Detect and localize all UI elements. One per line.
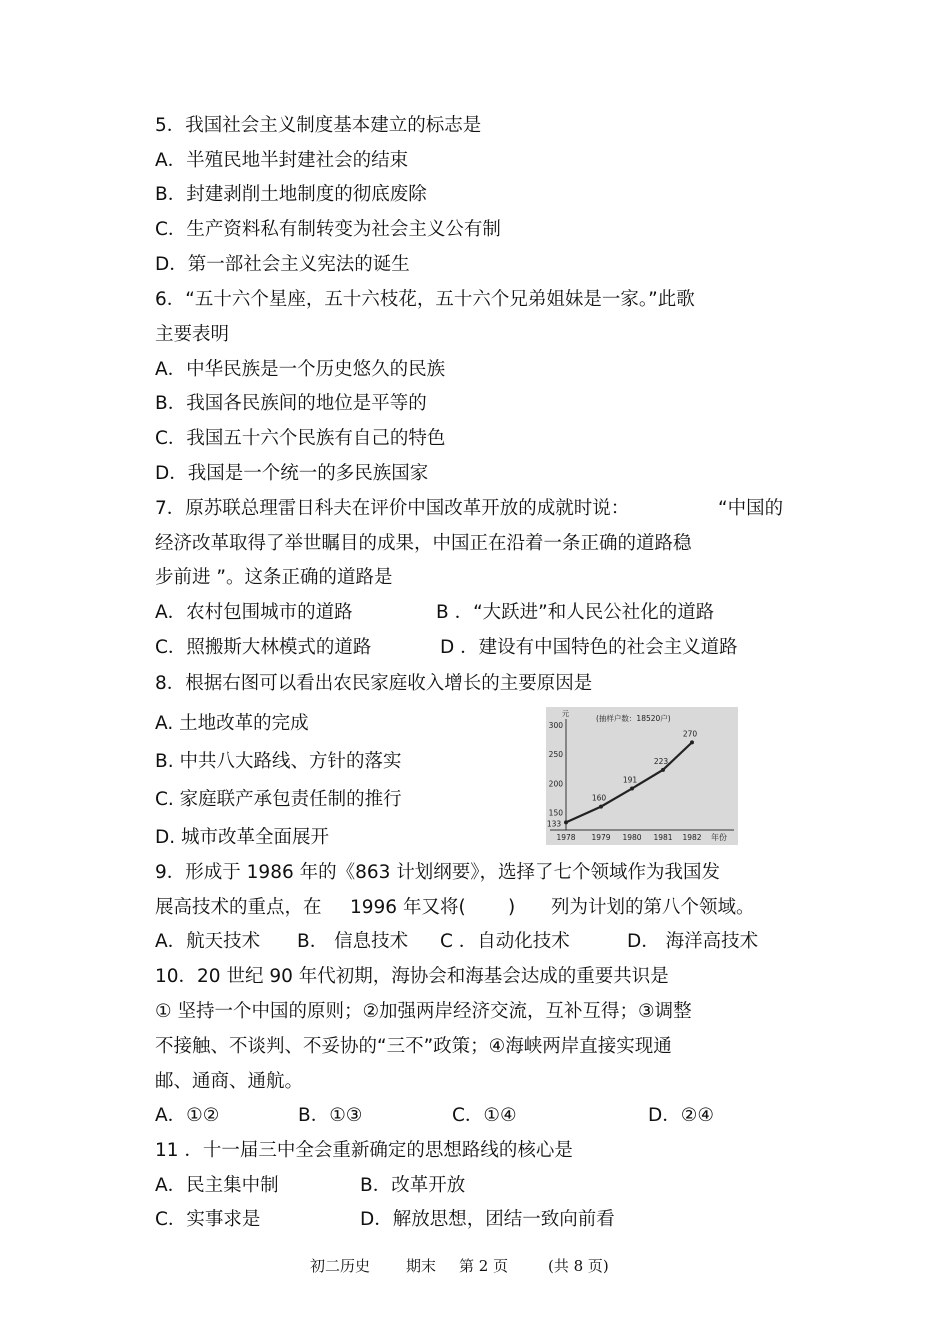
q9-option-b: B． 信息技术 (297, 931, 409, 952)
q5-option-b: B．封建剥削土地制度的彻底废除 (155, 184, 427, 205)
q8-option-c: C. 家庭联产承包责任制的推行 (155, 789, 402, 810)
q9-stem-line2-part4: 列为计划的第八个领域。 (551, 897, 755, 918)
q10-statement-line1: ① 坚持一个中国的原则；②加强两岸经济交流，互补互得；③调整 (155, 1001, 692, 1022)
q5-stem: 5．我国社会主义制度基本建立的标志是 (155, 115, 482, 136)
chart-data-label: 133 (546, 819, 562, 829)
chart-data-point (564, 820, 568, 824)
q7-option-b: B ．“大跃进”和人民公社化的道路 (436, 602, 715, 623)
footer-page: 第 2 页 (459, 1257, 509, 1275)
q10-option-d: D．②④ (648, 1105, 714, 1126)
q5-option-d: D．第一部社会主义宪法的诞生 (155, 254, 410, 275)
chart-x-tick-label: 1982 (682, 833, 702, 842)
chart-data-point (630, 787, 634, 791)
q8-option-d: D. 城市改革全面展开 (155, 827, 330, 848)
q7-stem-line3: 步前进 ”。这条正确的道路是 (155, 567, 393, 588)
q7-option-c: C．照搬斯大林模式的道路 (155, 637, 372, 658)
q9-option-a: A．航天技术 (155, 931, 261, 952)
chart-data-point (599, 805, 603, 809)
chart-data-point (690, 740, 694, 744)
chart-data-label: 191 (622, 775, 638, 785)
q5-option-a: A．半殖民地半封建社会的结束 (155, 150, 409, 171)
q7-stem-line1-quote: “中国的 (718, 498, 784, 519)
chart-y-tick-label: 300 (548, 720, 563, 730)
q9-stem-line2-part2: 1996 年又将( (350, 897, 466, 918)
q7-stem-line2: 经济改革取得了举世瞩目的成果，中国正在沿着一条正确的道路稳 (155, 533, 692, 554)
chart-data-point (661, 768, 665, 772)
q7-stem-line1: 7．原苏联总理雷日科夫在评价中国改革开放的成就时说： (155, 498, 630, 519)
q6-stem-line2: 主要表明 (155, 324, 230, 345)
q6-option-b: B．我国各民族间的地位是平等的 (155, 393, 427, 414)
q10-option-a: A．①② (155, 1105, 220, 1126)
chart-x-tick-label: 1981 (653, 833, 673, 842)
q6-option-d: D．我国是一个统一的多民族国家 (155, 463, 429, 484)
chart-data-label: 160 (591, 793, 607, 803)
chart-background (546, 707, 738, 845)
q10-option-c: C．①④ (452, 1105, 517, 1126)
q5-option-c: C．生产资料私有制转变为社会主义公有制 (155, 219, 501, 240)
q9-stem-line1: 9．形成于 1986 年的《863 计划纲要》，选择了七个领域作为我国发 (155, 862, 721, 883)
income-line-chart (546, 707, 738, 845)
q7-option-a: A．农村包围城市的道路 (155, 602, 353, 623)
q6-option-c: C．我国五十六个民族有自己的特色 (155, 428, 446, 449)
footer-total-pages: (共 8 页) (548, 1257, 609, 1275)
chart-x-tick-label: 1978 (556, 833, 576, 842)
q9-stem-line2-part1: 展高技术的重点，在 (155, 897, 322, 918)
q8-option-a: A. 土地改革的完成 (155, 713, 309, 734)
q10-statement-line3: 邮、通商、通航。 (155, 1071, 304, 1092)
q8-stem: 8．根据右图可以看出农民家庭收入增长的主要原因是 (155, 673, 593, 694)
chart-x-tick-label: 1980 (622, 833, 642, 842)
footer-term: 期末 (406, 1257, 437, 1275)
q11-option-d: D．解放思想，团结一致向前看 (360, 1209, 615, 1230)
chart-data-label: 270 (682, 729, 698, 739)
q10-stem: 10．20 世纪 90 年代初期，海协会和海基会达成的重要共识是 (155, 966, 669, 987)
q8-option-b: B. 中共八大路线、方针的落实 (155, 751, 402, 772)
q6-option-a: A．中华民族是一个历史悠久的民族 (155, 359, 446, 380)
q9-option-d: D． 海洋高技术 (627, 931, 759, 952)
q11-option-b: B．改革开放 (360, 1175, 466, 1196)
chart-x-label: 年份 (711, 833, 727, 842)
q6-stem-line1: 6．“五十六个星座，五十六枝花，五十六个兄弟姐妹是一家。”此歌 (155, 289, 695, 310)
chart-title: (抽样户数：18520户) (596, 714, 671, 723)
q9-stem-line2-part3: ) (508, 897, 516, 918)
chart-y-tick-label: 250 (548, 750, 563, 760)
chart-y-tick-label: 200 (548, 779, 563, 789)
chart-x-tick-label: 1979 (591, 833, 611, 842)
chart-y-unit: 元 (562, 710, 569, 718)
q7-option-d: D ．建设有中国特色的社会主义道路 (440, 637, 738, 658)
q10-option-b: B．①③ (298, 1105, 363, 1126)
q11-stem: 11 ．十一届三中全会重新确定的思想路线的核心是 (155, 1140, 573, 1161)
footer-subject: 初二历史 (310, 1257, 371, 1275)
chart-y-tick-label: 150 (548, 808, 563, 818)
q9-option-c: C ．自动化技术 (440, 931, 570, 952)
q11-option-c: C．实事求是 (155, 1209, 261, 1230)
q11-option-a: A．民主集中制 (155, 1175, 279, 1196)
q10-statement-line2: 不接触、不谈判、不妥协的“三不”政策；④海峡两岸直接实现通 (155, 1036, 672, 1057)
chart-data-label: 223 (653, 756, 669, 766)
